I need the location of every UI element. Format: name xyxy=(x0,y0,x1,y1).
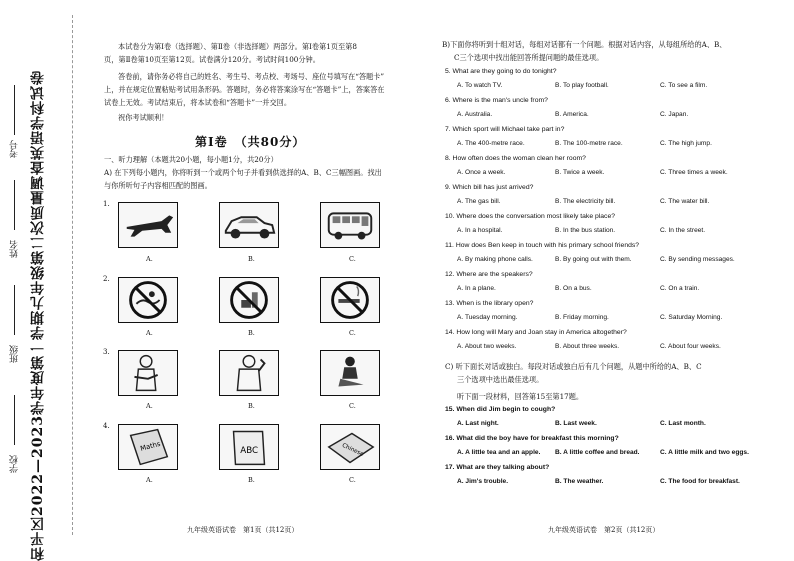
answer-option: B. A little coffee and bread. xyxy=(555,449,640,456)
answer-option: C. To see a film. xyxy=(660,82,708,89)
field-exam-number: 考号 xyxy=(10,140,20,158)
question-text: 17. What are they talking about? xyxy=(445,464,550,471)
abc-book-icon xyxy=(219,424,279,470)
intro-line: 试卷上无效。考试结束后，将本试卷和“答题卡”一并交回。 xyxy=(104,98,292,107)
answer-option: C. By sending messages. xyxy=(660,256,735,263)
no-smoking-icon xyxy=(320,277,380,323)
intro-line: 页，第Ⅱ卷第10页至第12页。试卷满分120分。考试时间100分钟。 xyxy=(104,55,320,64)
answer-option: A. To watch TV. xyxy=(457,82,503,89)
answer-option: A. The gas bill. xyxy=(457,198,501,205)
option-label: B. xyxy=(248,476,255,484)
answer-option: A. The 400-metre race. xyxy=(457,140,525,147)
maths-book-icon xyxy=(118,424,178,470)
intro-line: 本试卷分为第Ⅰ卷（选择题）、第Ⅱ卷（非选择题）两部分。第Ⅰ卷第1页至第8 xyxy=(118,42,357,51)
option-label: C. xyxy=(349,402,356,410)
part-c-instructions: C) 听下面长对话或独白。每段对话或独白后有几个问题，从题中所给的A、B、C xyxy=(445,362,702,371)
question-text: 6. Where is the man's uncle from? xyxy=(445,97,548,104)
option-label: A. xyxy=(146,476,153,484)
answer-option: B. America. xyxy=(555,111,589,118)
question-text: 8. How often does the woman clean her room? xyxy=(445,155,586,162)
hurt-leg-person-icon xyxy=(320,350,380,396)
question-text: 16. What did the boy have for breakfast this morning? xyxy=(445,435,619,442)
answer-option: C. Last month. xyxy=(660,420,706,427)
answer-option: C. The high jump. xyxy=(660,140,712,147)
answer-option: C. A little milk and two eggs. xyxy=(660,449,749,456)
intro-line: 上，并在规定位置粘贴考试用条形码。答题时，务必将答案涂写在“答题卡”上，答案答在 xyxy=(104,85,385,94)
question-text: 15. When did Jim begin to cough? xyxy=(445,406,556,413)
answer-option: A. Tuesday morning. xyxy=(457,314,518,321)
answer-option: B. To play football. xyxy=(555,82,609,89)
option-label: C. xyxy=(349,329,356,337)
answer-option: C. The water bill. xyxy=(660,198,710,205)
answer-option: C. Saturday Morning. xyxy=(660,314,723,321)
question-number: 1. xyxy=(103,200,110,208)
intro-line: 答卷前，请你务必将自己的姓名、考生号、考点校、考场号、座位号填写在“答题卡” xyxy=(118,72,385,81)
answer-option: A. About two weeks. xyxy=(457,343,517,350)
option-label: A. xyxy=(146,402,153,410)
part-b-instructions: C三个选项中找出能回答所提问题的最佳选项。 xyxy=(454,53,604,62)
question-text: 13. When is the library open? xyxy=(445,300,534,307)
question-text: 9. Which bill has just arrived? xyxy=(445,184,534,191)
answer-option: B. On a bus. xyxy=(555,285,592,292)
answer-option: A. Once a week. xyxy=(457,169,506,176)
answer-option: A. Jim's trouble. xyxy=(457,478,509,485)
question-text: 14. How long will Mary and Joan stay in America altogether? xyxy=(445,329,627,336)
airplane-icon xyxy=(118,202,178,248)
question-number: 4. xyxy=(103,422,110,430)
option-label: A. xyxy=(146,255,153,263)
question-text: 11. How does Ben keep in touch with his primary school friends? xyxy=(445,242,640,249)
exam-title-vertical: 和平区2022—2023学年度第一学期九年级第二次质量调查英语学科试卷 xyxy=(30,70,46,561)
page-footer-left: 九年级英语试卷 第1页（共12页） xyxy=(187,526,299,534)
answer-option: A. In a hospital. xyxy=(457,227,503,234)
field-line xyxy=(14,85,15,135)
answer-option: B. By going out with them. xyxy=(555,256,632,263)
question-text: 7. Which sport will Michael take part in? xyxy=(445,126,565,133)
option-label: C. xyxy=(349,476,356,484)
field-name: 姓名 xyxy=(10,240,20,258)
answer-option: C. The food for breakfast. xyxy=(660,478,740,485)
chinese-book-icon xyxy=(320,424,380,470)
question-number: 3. xyxy=(103,348,110,356)
answer-option: B. Twice a week. xyxy=(555,169,605,176)
option-label: B. xyxy=(248,255,255,263)
answer-option: B. The electricity bill. xyxy=(555,198,616,205)
question-text: 10. Where does the conversation most likely take place? xyxy=(445,213,616,220)
bus-icon xyxy=(320,202,380,248)
option-label: B. xyxy=(248,329,255,337)
backache-person-icon xyxy=(219,350,279,396)
answer-option: B. In the bus station. xyxy=(555,227,616,234)
field-line xyxy=(14,395,15,445)
answer-option: C. About four weeks. xyxy=(660,343,721,350)
section-heading: 第Ⅰ卷 （共80分） xyxy=(195,135,306,149)
option-label: B. xyxy=(248,402,255,410)
answer-option: A. In a plane. xyxy=(457,285,496,292)
car-icon xyxy=(219,202,279,248)
answer-option: B. About three weeks. xyxy=(555,343,620,350)
book-title: ABC xyxy=(240,445,259,456)
question-text: 12. Where are the speakers? xyxy=(445,271,533,278)
part-c-instructions: 三个选项中选出最佳选项。 xyxy=(457,375,544,384)
answer-option: C. On a train. xyxy=(660,285,700,292)
option-label: A. xyxy=(146,329,153,337)
answer-option: B. The weather. xyxy=(555,478,604,485)
answer-option: B. Friday morning. xyxy=(555,314,609,321)
answer-option: B. The 100-metre race. xyxy=(555,140,623,147)
option-label: C. xyxy=(349,255,356,263)
part1-instructions: 与你所听句子内容相匹配的图画。 xyxy=(104,181,212,190)
intro-line: 祝你考试顺利！ xyxy=(118,113,169,122)
page-footer-right: 九年级英语试卷 第2页（共12页） xyxy=(548,526,660,534)
answer-option: A. Last night. xyxy=(457,420,499,427)
answer-option: C. Three times a week. xyxy=(660,169,728,176)
answer-option: A. Australia. xyxy=(457,111,493,118)
answer-option: C. In the street. xyxy=(660,227,706,234)
field-school: 学校 xyxy=(10,455,20,473)
answer-option: C. Japan. xyxy=(660,111,689,118)
field-class: 班级 xyxy=(10,345,20,363)
question-text: 5. What are they going to do tonight? xyxy=(445,68,557,75)
part-c-instructions: 听下面一段材料，回答第15至第17题。 xyxy=(457,392,584,401)
question-number: 2. xyxy=(103,275,110,283)
binding-line xyxy=(72,15,73,535)
part1-title: 一、听力理解（本题共20小题，每小题1分，共20分） xyxy=(104,155,278,164)
field-line xyxy=(14,180,15,230)
no-swimming-icon xyxy=(118,277,178,323)
book-title: Chinese xyxy=(340,442,365,458)
field-line xyxy=(14,285,15,335)
answer-option: A. A little tea and an apple. xyxy=(457,449,541,456)
part-b-instructions: B)下面你将听到十组对话，每组对话都有一个问题。根据对话内容，从每组所给的A、B、 xyxy=(442,40,727,49)
answer-option: B. Last week. xyxy=(555,420,597,427)
book-title: Maths xyxy=(139,439,162,453)
no-food-icon xyxy=(219,277,279,323)
part1-instructions: A) 在下列每小题内，你将听到一个或两个句子并看到供选择的A、B、C三幅图画。找出 xyxy=(104,168,382,177)
answer-option: A. By making phone calls. xyxy=(457,256,533,263)
stomachache-person-icon xyxy=(118,350,178,396)
